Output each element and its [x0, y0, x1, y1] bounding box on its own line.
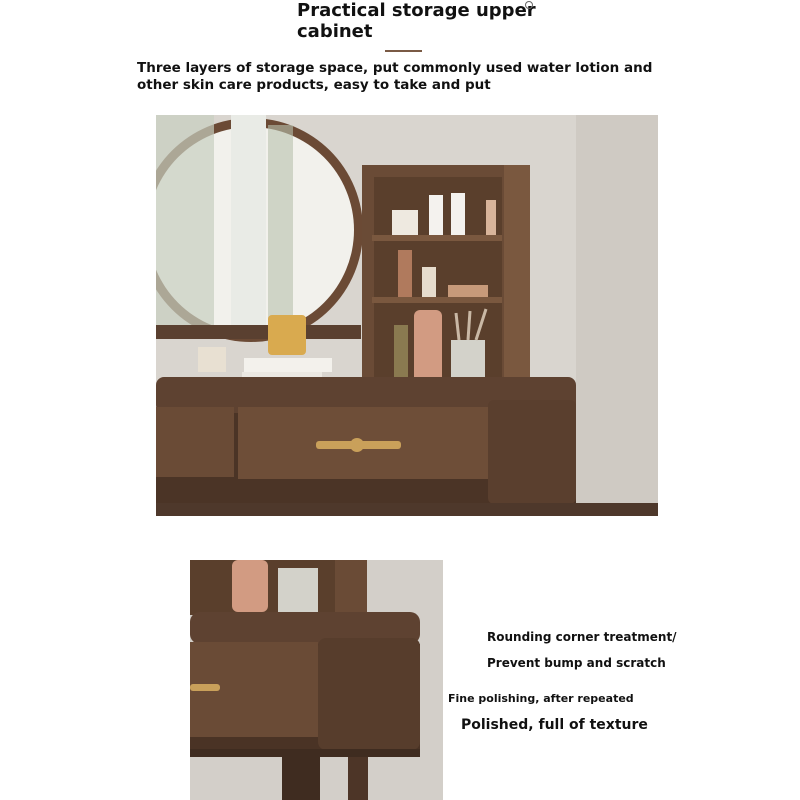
vanity-cabinet-photo — [156, 115, 658, 516]
section-title: Practical storage upper cabinet — [297, 0, 536, 42]
decorative-circle-icon — [525, 1, 533, 9]
feature-rounding-corner: Rounding corner treatment/ — [487, 630, 677, 644]
feature-fine-polishing: Fine polishing, after repeated — [448, 692, 634, 705]
title-divider — [385, 50, 422, 52]
feature-polished-texture: Polished, full of texture — [461, 717, 648, 733]
feature-prevent-bump: Prevent bump and scratch — [487, 656, 666, 670]
section-description: Three layers of storage space, put commonly used water lotion and other skin care products, easy to take and put — [137, 60, 653, 93]
rounded-corner-detail-photo — [190, 560, 443, 800]
